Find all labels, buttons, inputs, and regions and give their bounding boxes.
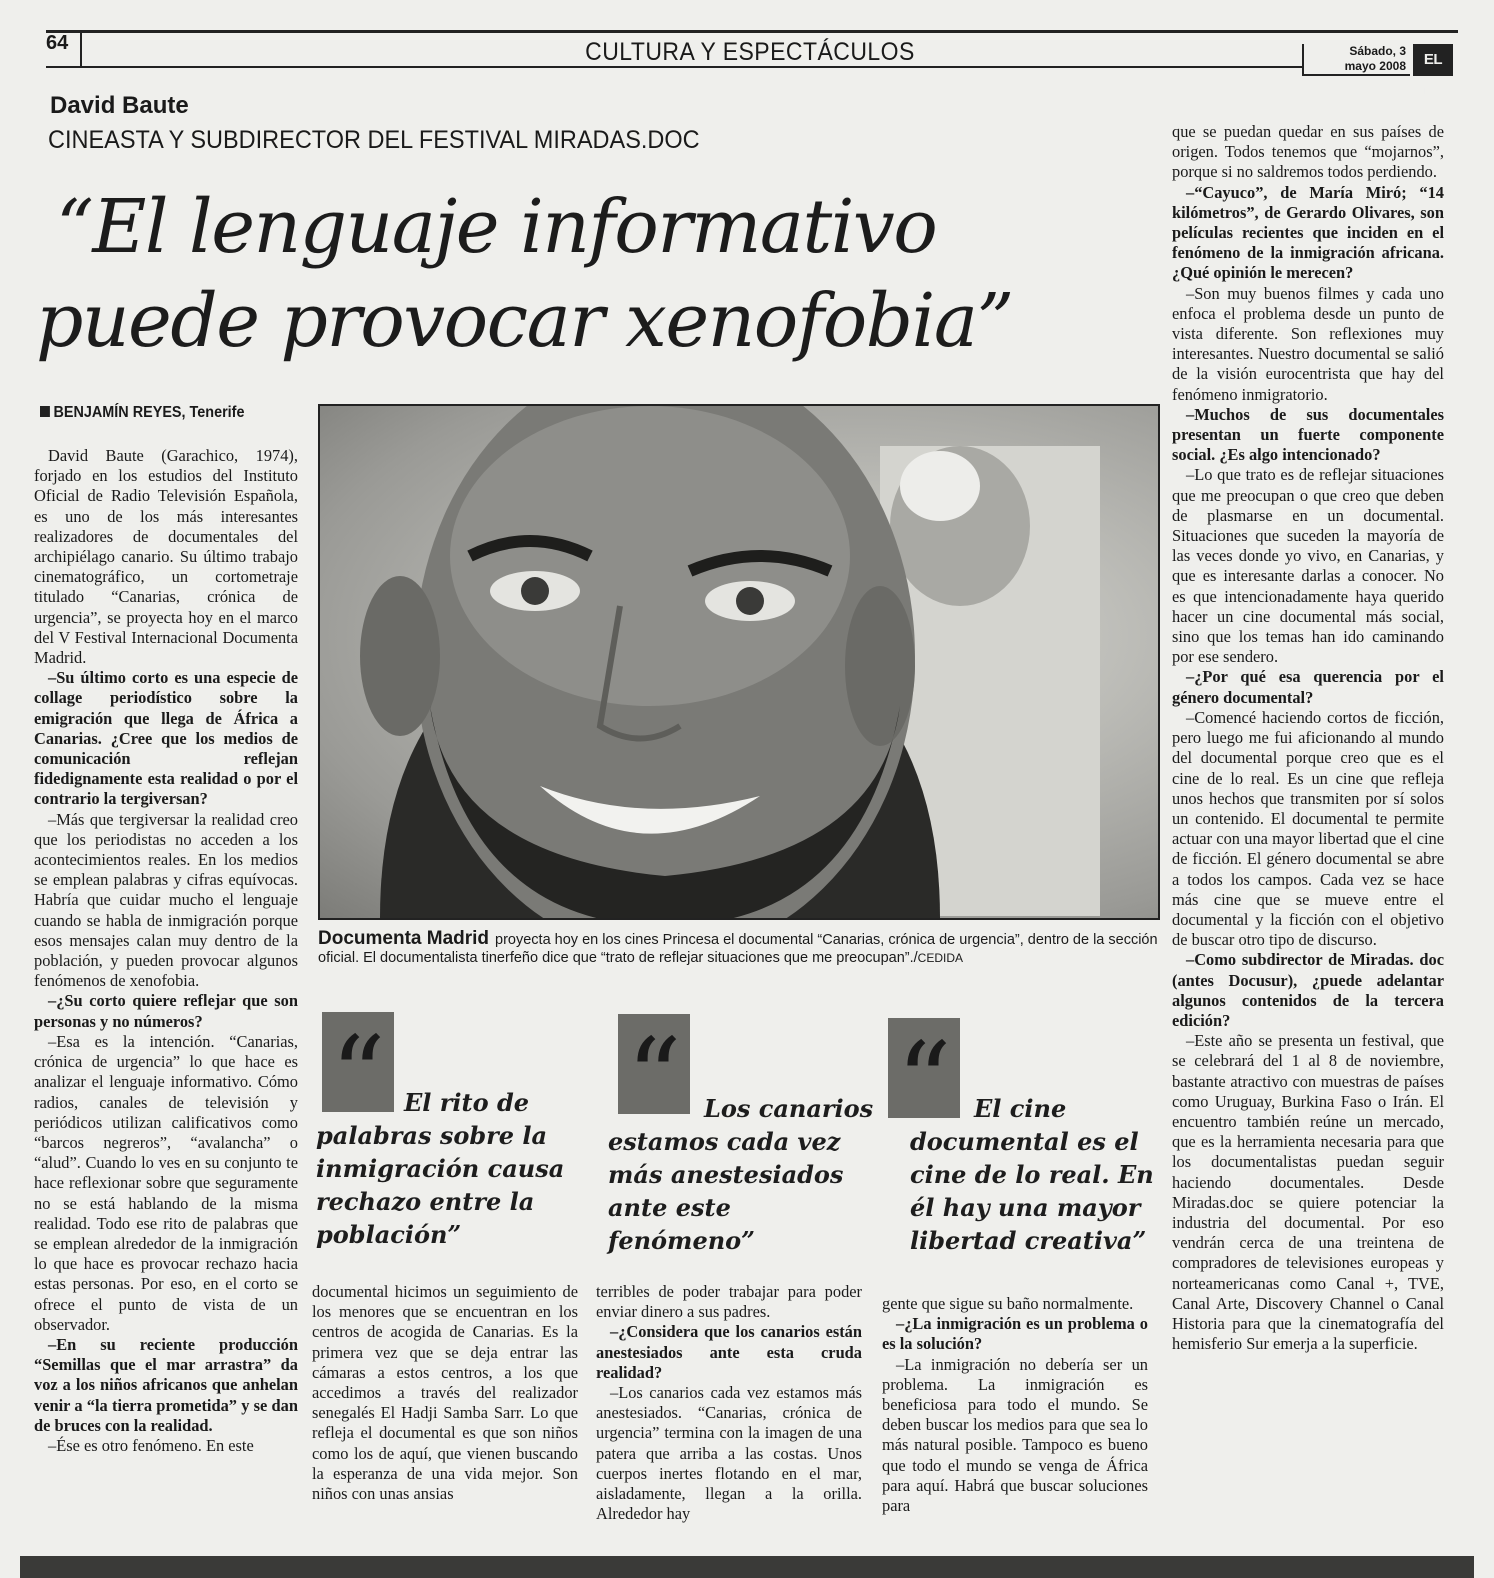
issue-date [1302,44,1410,76]
body-paragraph: –Son muy buenos filmes y cada uno enfoca el problema desde un punto de vista diferente. Son reflexiones muy interesantes. Nuestro documental se salió de la visión eurocentrista que hay del fenómeno inmigratorio. [1172,283,1444,404]
body-paragraph: documental hicimos un seguimiento de los menores que se encuentran en los centros de acogida de Canarias. Es la primera vez que se deja entrar las cámaras a estos centros, a los que accedimos a través del realizador senegalés El Hadji Samba Sarr. Lo que refleja el documental es que son niños como los de aquí, que vienen buscando la esperanza de una vida mejor. Son niños con unas ansias [312,1282,578,1504]
body-paragraph: –Este año se presenta un festival, que se celebrará del 1 al 8 de noviembre, bastante atractivo con muestras de países como Uruguay, Burkina Faso o Irán. El encuentro también reúne un mercado, que es la herramienta necesaria para que los documentalistas puedan seguir haciendo documentales. Desde Miradas.doc se quiere potenciar la industria del documental. Por eso vendrán cerca de una treintena de compradores de televisiones europeas y norteamericanas como Canal +, TVE, Canal Arte, Discovery Channel o Canal Historia para que la cinematografía del hemisferio Sur emerja a la superficie. [1172,1031,1444,1354]
left-iris [521,577,549,605]
interview-question: –“Cayuco”, de María Miró; “14 kilómetros”, de Gerardo Olivares, son películas recientes que inciden en el fenómeno de la inmigración africana. ¿Qué opinión le merecen? [1172,182,1444,283]
section-title: CULTURA Y ESPECTÁCULOS [585,38,915,66]
body-paragraph: terribles de poder trabajar para poder enviar dinero a sus padres. [596,1282,862,1322]
byline-author: BENJAMÍN REYES, [53,404,186,421]
body-paragraph: –Más que tergiversar la realidad creo que los periodistas no acceden a los acontecimientos reales. En los medios se emplean palabras y cifras equívocas. Habría que cuidar mucho el lenguaje cuando se habla de inmigración porque esos mensajes calan muy dentro de la población, y pueden provocar algunos fenómenos de xenofobia. [34,809,298,991]
masthead-top-rule [46,30,1458,33]
interviewee-name: David Baute [50,92,189,119]
background-light [900,451,980,521]
interview-question: –¿La inmigración es un problema o es la solución? [882,1314,1148,1354]
page-number: 64 [46,30,82,68]
right-ear [845,586,915,746]
newspaper-logo: EL DIA [1413,44,1453,76]
interview-question: –En su reciente producción “Semillas que el mar arrastra” da voz a los niños africanos que anhelan venir a “la tierra prometida” y se dan de bruces con la realidad. [34,1334,298,1435]
pullquote-3: El cine documental es el cine de lo real. En él hay una mayor libertad creativa” [910,1094,1154,1255]
byline-place: Tenerife [189,404,245,421]
portrait-photo [318,404,1160,920]
right-iris [736,587,764,615]
headline-line-2: puede provocar xenofobia” [36,278,1013,364]
interview-question: –¿Considera que los canarios están anestesiados ante esta cruda realidad? [596,1322,862,1382]
body-paragraph: –La inmigración no debería ser un problema. La inmigración es beneficiosa para todo el mundo. Se deben buscar los medios para que sea lo más natural posible. Tampoco es bueno que todo el mundo se venga de África para aquí. Habrá que buscar soluciones para [882,1354,1148,1516]
portrait-illustration [320,406,1158,918]
pullquote-2: Los canarios estamos cada vez más anestesiados ante este fenómeno” [608,1094,874,1255]
interviewee-role: CINEASTA Y SUBDIRECTOR DEL FESTIVAL MIRADAS.DOC [48,126,700,154]
caption-credit: CEDIDA [917,951,964,965]
bottom-band [20,1556,1474,1578]
body-paragraph: David Baute (Garachico, 1974), forjado en los estudios del Instituto Oficial de Radio Televisión Española, es uno de los más interesantes realizadores de documentales del archipiélago canario. Su último trabajo cinematográfico, un cortometraje titulado “Canarias, crónica de urgencia”, se proyecta hoy en el marco del V Festival Internacional Documenta Madrid. [34,446,298,668]
quote-mark-icon: “ [322,1012,394,1112]
body-paragraph: gente que sigue su baño normalmente. [882,1294,1134,1313]
headline [36,180,1036,368]
byline [40,404,244,422]
caption-title: Documenta Madrid [318,928,490,949]
interview-question: –Como subdirector de Miradas. doc (antes Docusur), ¿puede adelantar algunos contenidos de la tercera edición? [1172,950,1444,1030]
body-paragraph: –Comencé haciendo cortos de ficción, pero luego me fui aficionando al mundo del documental porque creo que es el cine de lo real. Es un cine que refleja unos hechos que transmiten por sí solos un contenido. El documental te permite actuar con una mayor libertad que el cine de ficción. El género documental se abre a todos los campos. Cada vez se hace más cine que se mueve entre el documental y la ficción con el objetivo de buscar otro tipo de discurso. [1172,707,1444,950]
column-2 [312,1282,578,1504]
interview-question: –Su último corto es una especie de collage periodístico sobre la emigración que llega de África a Canarias. ¿Cree que los medios de comunicación reflejan fidedignamente esta realidad o por el contrario la tergiversan? [34,668,298,809]
body-paragraph: que se puedan quedar en sus países de origen. Todos tenemos que “mojarnos”, porque si no saldremos todos perdiendo. [1172,122,1444,182]
headline-line-1: “El lenguaje informativo [56,184,937,270]
photo-caption [318,930,1160,967]
body-paragraph: –Ése es otro fenómeno. En este [48,1435,254,1455]
interview-question: –¿Su corto quiere reflejar que son personas y no números? [34,991,298,1031]
body-paragraph: –Lo que trato es de reflejar situaciones que me preocupan o que creo que deben de plasmarse en un documental. Situaciones que suceden la mayoría de las veces donde yo vivo, en Canarias, y que es interesante darlas a conocer. No es que intencionadamente haya querido hacer un cine documental más social, sino que los temas han ido caminando por ese sendero. [1172,465,1444,667]
date-month-year: mayo 2008 [1344,59,1406,73]
caption-text: proyecta hoy en los cines Princesa el documental “Canarias, crónica de urgencia”, dentro de la sección oficial. El documentalista tinerfeño dice que “trato de reflejar situaciones que me preocupan”./ [318,932,1158,966]
date-weekday: Sábado, 3 [1349,44,1406,58]
column-3 [596,1282,862,1524]
left-ear [360,576,440,736]
body-paragraph: –Los canarios cada vez estamos más anestesiados. “Canarias, crónica de urgencia” termina con la imagen de una patera que arriba a las costas. Unos cuerpos inertes flotando en el mar, aisladamente, llegan a la orilla. Alrededor hay [596,1383,862,1524]
body-paragraph: –Esa es la intención. “Canarias, crónica de urgencia” lo que hace es analizar el lenguaje informativo. Cómo radios, canales de televisión y periódicos utilizan calificativos como “barcos negreros”, “avalancha” o “alud”. Cuando lo ves en su conjunto te hace reflexionar sobre que seguramente no se está hablando de la misma realidad. Todo ese rito de palabras que se emplean alrededor de la inmigración lo que hace es provocar rechazo hacia estas personas. Por eso, en el corto se ofrece el punto de vista de un observador. [34,1031,298,1334]
column-1 [34,446,298,1456]
quote-mark-icon: “ [888,1018,960,1118]
byline-square-icon [40,406,50,417]
column-5 [1172,122,1444,1354]
column-4 [882,1294,1148,1516]
quote-mark-icon: “ [618,1014,690,1114]
interview-question: –Muchos de sus documentales presentan un fuerte componente social. ¿Es algo intencionado? [1172,404,1444,465]
pullquote-1: El rito de palabras sobre la inmigración causa rechazo entre la población” [316,1088,565,1249]
interview-question: –¿Por qué esa querencia por el género documental? [1172,667,1444,707]
